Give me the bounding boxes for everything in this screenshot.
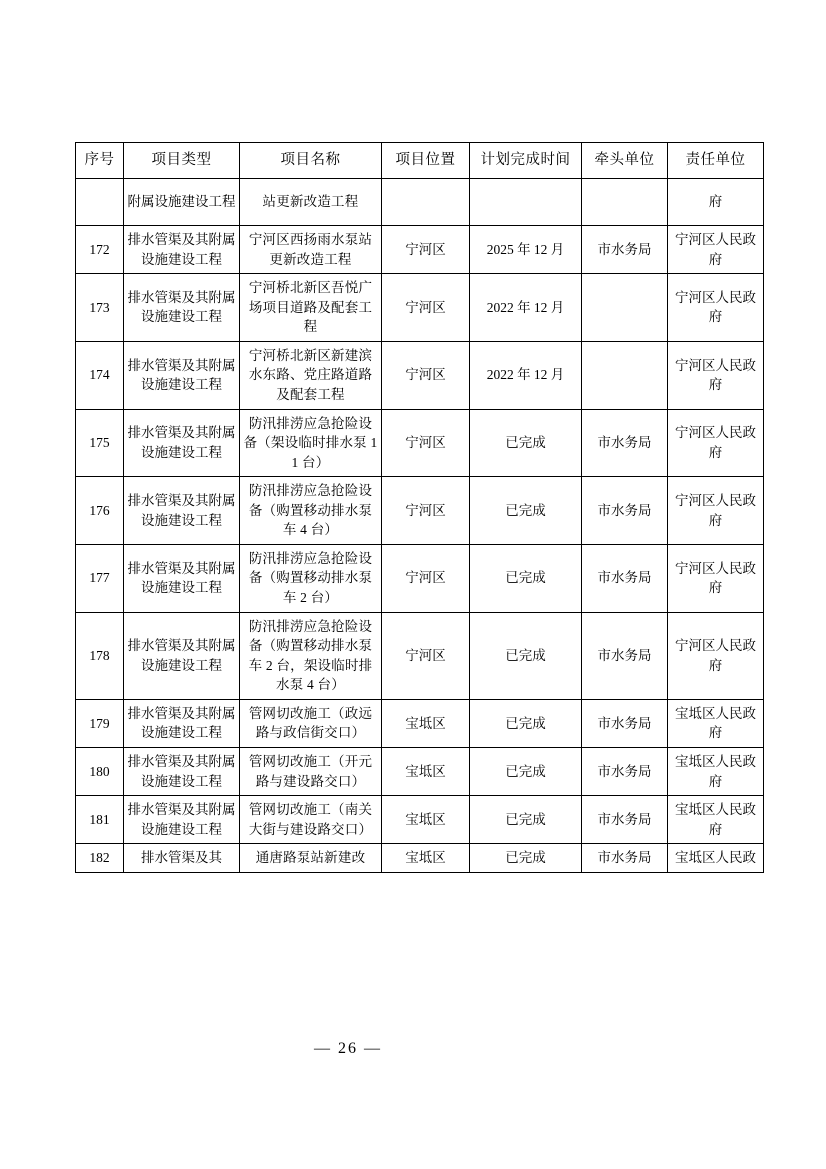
cell-seq: 180 [76,747,124,795]
cell-lead [582,341,668,409]
cell-location: 宁河区 [382,341,470,409]
cell-seq: 177 [76,544,124,612]
cell-time: 已完成 [470,409,582,477]
cell-type: 排水管渠及其附属设施建设工程 [124,747,240,795]
cell-type: 排水管渠及其附属设施建设工程 [124,477,240,545]
cell-responsible: 宁河区人民政府 [668,341,764,409]
cell-lead: 市水务局 [582,699,668,747]
cell-lead: 市水务局 [582,747,668,795]
cell-time [470,179,582,226]
column-header-responsible: 责任单位 [668,143,764,179]
cell-responsible: 宝坻区人民政府 [668,796,764,844]
cell-type: 排水管渠及其附属设施建设工程 [124,699,240,747]
cell-seq: 182 [76,844,124,873]
cell-time: 2022 年 12 月 [470,274,582,342]
cell-time: 已完成 [470,477,582,545]
cell-lead: 市水务局 [582,796,668,844]
cell-seq [76,179,124,226]
table-row [76,612,764,699]
table-row [76,844,764,873]
cell-lead [582,179,668,226]
cell-name: 宁河桥北新区吾悦广场项目道路及配套工程 [240,274,382,342]
cell-name: 管网切改施工（南关大街与建设路交口） [240,796,382,844]
cell-seq: 174 [76,341,124,409]
column-header-lead: 牵头单位 [582,143,668,179]
cell-time: 已完成 [470,844,582,873]
page-number: — 26 — [314,1040,382,1057]
cell-responsible: 宁河区人民政府 [668,274,764,342]
cell-responsible: 府 [668,179,764,226]
cell-name: 防汛排涝应急抢险设备（架设临时排水泵 11 台） [240,409,382,477]
cell-lead: 市水务局 [582,226,668,274]
cell-name: 防汛排涝应急抢险设备（购置移动排水泵车 4 台） [240,477,382,545]
column-header-type: 项目类型 [124,143,240,179]
cell-location: 宁河区 [382,612,470,699]
cell-type: 排水管渠及其附属设施建设工程 [124,796,240,844]
cell-type: 排水管渠及其附属设施建设工程 [124,612,240,699]
cell-location: 宝坻区 [382,699,470,747]
cell-time: 已完成 [470,612,582,699]
cell-time: 已完成 [470,747,582,795]
cell-location: 宁河区 [382,226,470,274]
cell-responsible: 宁河区人民政府 [668,226,764,274]
cell-location: 宁河区 [382,544,470,612]
cell-time: 已完成 [470,796,582,844]
cell-responsible: 宁河区人民政府 [668,477,764,545]
cell-location: 宁河区 [382,409,470,477]
cell-name: 防汛排涝应急抢险设备（购置移动排水泵车 2 台） [240,544,382,612]
cell-lead: 市水务局 [582,409,668,477]
cell-seq: 179 [76,699,124,747]
table-row [76,747,764,795]
table-row [76,796,764,844]
cell-type: 排水管渠及其附属设施建设工程 [124,274,240,342]
cell-time: 2022 年 12 月 [470,341,582,409]
cell-responsible: 宝坻区人民政府 [668,747,764,795]
table-row [76,341,764,409]
cell-name: 防汛排涝应急抢险设备（购置移动排水泵车 2 台，架设临时排水泵 4 台） [240,612,382,699]
cell-lead: 市水务局 [582,844,668,873]
project-table-container [75,142,756,873]
cell-name: 管网切改施工（政远路与政信街交口） [240,699,382,747]
column-header-name: 项目名称 [240,143,382,179]
cell-lead: 市水务局 [582,612,668,699]
cell-lead [582,274,668,342]
cell-responsible: 宁河区人民政府 [668,409,764,477]
table-row [76,226,764,274]
cell-seq: 172 [76,226,124,274]
cell-location: 宝坻区 [382,747,470,795]
cell-name: 管网切改施工（开元路与建设路交口） [240,747,382,795]
cell-responsible: 宁河区人民政府 [668,612,764,699]
cell-seq: 175 [76,409,124,477]
cell-type: 排水管渠及其附属设施建设工程 [124,409,240,477]
cell-responsible: 宝坻区人民政 [668,844,764,873]
cell-time: 已完成 [470,544,582,612]
cell-lead: 市水务局 [582,477,668,545]
table-header-row [76,143,764,179]
cell-type: 排水管渠及其附属设施建设工程 [124,544,240,612]
cell-lead: 市水务局 [582,544,668,612]
cell-name: 宁河桥北新区新建滨水东路、党庄路道路及配套工程 [240,341,382,409]
project-table [75,142,764,873]
table-row [76,409,764,477]
column-header-seq: 序号 [76,143,124,179]
cell-responsible: 宁河区人民政府 [668,544,764,612]
cell-type: 排水管渠及其附属设施建设工程 [124,226,240,274]
cell-location: 宝坻区 [382,844,470,873]
table-row [76,699,764,747]
cell-seq: 181 [76,796,124,844]
table-row [76,544,764,612]
cell-location: 宝坻区 [382,796,470,844]
cell-name: 站更新改造工程 [240,179,382,226]
cell-seq: 176 [76,477,124,545]
table-row [76,179,764,226]
column-header-location: 项目位置 [382,143,470,179]
cell-time: 已完成 [470,699,582,747]
cell-location: 宁河区 [382,274,470,342]
cell-location [382,179,470,226]
table-row [76,477,764,545]
cell-seq: 173 [76,274,124,342]
cell-type: 排水管渠及其 [124,844,240,873]
column-header-time: 计划完成时间 [470,143,582,179]
cell-location: 宁河区 [382,477,470,545]
table-row [76,274,764,342]
cell-time: 2025 年 12 月 [470,226,582,274]
cell-seq: 178 [76,612,124,699]
cell-type: 排水管渠及其附属设施建设工程 [124,341,240,409]
cell-name: 宁河区西扬雨水泵站更新改造工程 [240,226,382,274]
page-footer [0,1040,826,1058]
cell-type: 附属设施建设工程 [124,179,240,226]
cell-responsible: 宝坻区人民政府 [668,699,764,747]
cell-name: 通唐路泵站新建改 [240,844,382,873]
